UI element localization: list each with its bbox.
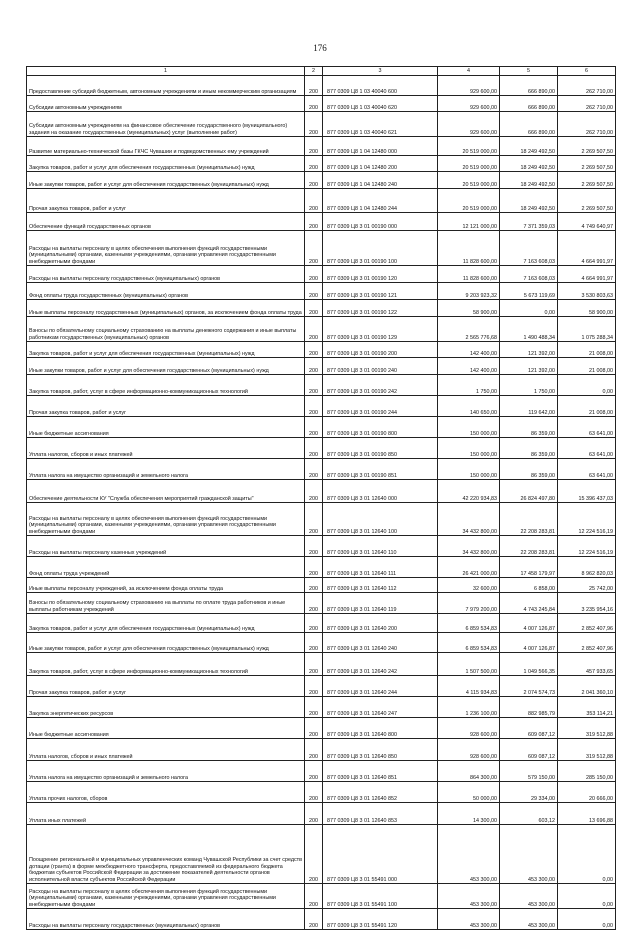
row-name-cell: Иные закупки товаров, работ и услуг для обеспечения государственных (муниципальных) нужд (27, 358, 305, 375)
row-code-cell: 200 (305, 342, 323, 358)
row-name-cell: Закупка товаров, работ и услуг для обеспечения государственных (муниципальных) нужд (27, 342, 305, 358)
budget-table-container (26, 66, 615, 930)
table-row (27, 697, 616, 718)
row-approved-cell: 453 300,00 (438, 884, 500, 909)
row-executed-cell: 18 249 492,50 (500, 137, 558, 156)
table-row (27, 189, 616, 213)
row-executed-cell: 1 490 488,34 (500, 317, 558, 342)
row-approved-cell: 142 400,00 (438, 358, 500, 375)
row-name-cell: Субсидии автономным учреждениям на финансовое обеспечение государственного (муниципального) задания на оказание государственных (муниципальных) услуг (выполнение работ) (27, 112, 305, 137)
row-remaining-cell: 457 933,65 (558, 653, 616, 676)
row-code-cell: 200 (305, 480, 323, 503)
row-kbk-cell: 877 0309 Ц8 3 01 12640 112 (323, 578, 438, 593)
row-executed-cell: 121 392,00 (500, 342, 558, 358)
row-approved-cell: 11 828 600,00 (438, 266, 500, 283)
row-code-cell: 200 (305, 137, 323, 156)
row-kbk-cell: 877 0309 Ц8 3 01 00190 122 (323, 300, 438, 317)
row-approved-cell: 864 300,00 (438, 761, 500, 782)
table-row (27, 266, 616, 283)
row-executed-cell: 609 087,12 (500, 739, 558, 761)
row-approved-cell: 928 600,00 (438, 739, 500, 761)
row-kbk-cell: 877 0309 Ц8 3 01 12640 800 (323, 718, 438, 739)
row-remaining-cell: 15 396 437,03 (558, 480, 616, 503)
row-kbk-cell: 877 0309 Ц8 3 01 12640 242 (323, 653, 438, 676)
row-name-cell: Уплата налогов, сборов и иных платежей (27, 438, 305, 459)
row-kbk-cell: 877 0309 Ц8 3 01 00190 121 (323, 283, 438, 300)
table-body (27, 76, 616, 930)
row-executed-cell: 453 300,00 (500, 909, 558, 930)
row-approved-cell: 453 300,00 (438, 825, 500, 884)
row-approved-cell: 150 000,00 (438, 438, 500, 459)
row-executed-cell: 7 371 359,03 (500, 213, 558, 231)
row-code-cell: 200 (305, 300, 323, 317)
row-remaining-cell: 3 235 954,16 (558, 593, 616, 614)
row-remaining-cell: 21 008,00 (558, 396, 616, 417)
row-remaining-cell: 8 962 820,03 (558, 557, 616, 578)
row-kbk-cell: 877 0309 Ц8 3 01 12640 119 (323, 593, 438, 614)
row-code-cell: 200 (305, 231, 323, 266)
row-remaining-cell: 12 224 516,19 (558, 536, 616, 557)
table-row (27, 593, 616, 614)
row-code-cell: 200 (305, 633, 323, 653)
row-code-cell: 200 (305, 283, 323, 300)
row-kbk-cell: 877 0309 Ц8 3 01 00190 200 (323, 342, 438, 358)
row-kbk-cell: 877 0309 Ц8 3 01 12640 100 (323, 503, 438, 536)
table-row (27, 536, 616, 557)
row-kbk-cell: 877 0309 Ц8 3 01 00190 800 (323, 417, 438, 438)
row-name-cell: Обеспечение деятельности КУ "Служба обеспечения мероприятий гражданской защиты" (27, 480, 305, 503)
row-remaining-cell: 262 710,00 (558, 76, 616, 96)
row-kbk-cell: 877 0309 Ц8 1 04 12480 244 (323, 189, 438, 213)
row-remaining-cell: 13 696,88 (558, 803, 616, 825)
table-row (27, 213, 616, 231)
row-remaining-cell: 0,00 (558, 825, 616, 884)
budget-table (26, 66, 616, 930)
table-row (27, 503, 616, 536)
row-name-cell: Фонд оплаты труда государственных (муниципальных) органов (27, 283, 305, 300)
row-code-cell: 200 (305, 396, 323, 417)
row-name-cell: Иные бюджетные ассигнования (27, 417, 305, 438)
row-name-cell: Расходы на выплаты персоналу в целях обеспечения выполнения функций государственными (муниципальными) органами, казенными учреждениями, органами управления государственными внебюджетными фондами (27, 503, 305, 536)
row-name-cell: Уплата прочих налогов, сборов (27, 782, 305, 803)
table-row (27, 438, 616, 459)
row-approved-cell: 2 565 776,68 (438, 317, 500, 342)
row-remaining-cell: 1 075 288,34 (558, 317, 616, 342)
row-executed-cell: 18 249 492,50 (500, 189, 558, 213)
row-remaining-cell: 2 852 407,96 (558, 633, 616, 653)
row-kbk-cell: 877 0309 Ц8 3 01 12640 200 (323, 614, 438, 633)
row-remaining-cell: 0,00 (558, 909, 616, 930)
row-approved-cell: 20 519 000,00 (438, 137, 500, 156)
row-name-cell: Иные закупки товаров, работ и услуг для обеспечения государственных (муниципальных) нужд (27, 633, 305, 653)
row-code-cell: 200 (305, 718, 323, 739)
row-executed-cell: 6 858,00 (500, 578, 558, 593)
row-executed-cell: 22 208 283,81 (500, 536, 558, 557)
row-code-cell: 200 (305, 189, 323, 213)
row-kbk-cell: 877 0309 Ц8 3 01 12640 244 (323, 676, 438, 697)
row-kbk-cell: 877 0309 Ц8 3 01 12640 851 (323, 761, 438, 782)
row-remaining-cell: 2 852 407,96 (558, 614, 616, 633)
row-name-cell: Расходы на выплаты персоналу государственных (муниципальных) органов (27, 909, 305, 930)
row-kbk-cell: 877 0309 Ц8 1 03 40040 621 (323, 112, 438, 137)
row-name-cell: Закупка энергетических ресурсов (27, 697, 305, 718)
row-name-cell: Расходы на выплаты персоналу казенных учреждений (27, 536, 305, 557)
row-kbk-cell: 877 0309 Ц8 3 01 12640 000 (323, 480, 438, 503)
row-name-cell: Развитие материально-технической базы ГКЧС Чувашии и подведомственных ему учреждений (27, 137, 305, 156)
table-row (27, 396, 616, 417)
row-code-cell: 200 (305, 503, 323, 536)
row-name-cell: Прочая закупка товаров, работ и услуг (27, 189, 305, 213)
row-kbk-cell: 877 0309 Ц8 1 04 12480 240 (323, 172, 438, 189)
row-remaining-cell: 319 512,88 (558, 739, 616, 761)
row-approved-cell: 20 519 000,00 (438, 172, 500, 189)
page-number: 176 (313, 43, 327, 53)
header-cell: 5 (500, 67, 558, 76)
row-name-cell: Уплата иных платежей (27, 803, 305, 825)
table-row (27, 718, 616, 739)
row-name-cell: Взносы по обязательному социальному страхованию на выплаты по оплате труда работников и иные выплаты работникам учреждений (27, 593, 305, 614)
row-kbk-cell: 877 0309 Ц8 3 01 12640 110 (323, 536, 438, 557)
row-code-cell: 200 (305, 156, 323, 172)
row-executed-cell: 26 824 497,80 (500, 480, 558, 503)
row-approved-cell: 9 203 923,32 (438, 283, 500, 300)
row-name-cell: Фонд оплаты труда учреждений (27, 557, 305, 578)
row-approved-cell: 150 000,00 (438, 417, 500, 438)
row-kbk-cell: 877 0309 Ц8 3 01 12640 853 (323, 803, 438, 825)
row-kbk-cell: 877 0309 Ц8 3 01 00190 244 (323, 396, 438, 417)
row-kbk-cell: 877 0309 Ц8 3 01 12640 247 (323, 697, 438, 718)
row-code-cell: 200 (305, 739, 323, 761)
row-remaining-cell: 4 749 640,97 (558, 213, 616, 231)
row-executed-cell: 4 007 126,87 (500, 633, 558, 653)
table-row (27, 358, 616, 375)
row-approved-cell: 20 519 000,00 (438, 156, 500, 172)
row-code-cell: 200 (305, 266, 323, 283)
row-code-cell: 200 (305, 76, 323, 96)
row-kbk-cell: 877 0309 Ц8 1 04 12480 000 (323, 137, 438, 156)
row-executed-cell: 609 087,12 (500, 718, 558, 739)
row-code-cell: 200 (305, 909, 323, 930)
row-name-cell: Обеспечение функций государственных органов (27, 213, 305, 231)
row-remaining-cell: 21 008,00 (558, 342, 616, 358)
table-row (27, 761, 616, 782)
table-row (27, 375, 616, 396)
row-approved-cell: 34 432 800,00 (438, 536, 500, 557)
header-cell: 1 (27, 67, 305, 76)
row-code-cell: 200 (305, 438, 323, 459)
row-name-cell: Поощрение региональной и муниципальных управленческих команд Чувашской Республики за счет средств дотации (гранта) в форме межбюджетного трансферта, предоставляемой из федерального бюджета бюджетам субъектов Российской Федерации за достижение показателей деятельности органов исполнительной власти субъектов Российской Федерации (27, 825, 305, 884)
row-executed-cell: 18 249 492,50 (500, 172, 558, 189)
row-executed-cell: 4 007 126,87 (500, 614, 558, 633)
row-remaining-cell: 0,00 (558, 884, 616, 909)
row-approved-cell: 7 979 200,00 (438, 593, 500, 614)
row-kbk-cell: 877 0309 Ц8 1 03 40040 620 (323, 96, 438, 112)
row-remaining-cell: 25 742,00 (558, 578, 616, 593)
row-executed-cell: 4 743 245,84 (500, 593, 558, 614)
row-approved-cell: 4 115 934,83 (438, 676, 500, 697)
row-name-cell: Уплата налога на имущество организаций и земельного налога (27, 459, 305, 480)
table-row (27, 557, 616, 578)
table-row (27, 459, 616, 480)
row-remaining-cell: 4 664 991,97 (558, 266, 616, 283)
row-approved-cell: 1 507 500,00 (438, 653, 500, 676)
row-approved-cell: 50 000,00 (438, 782, 500, 803)
table-row (27, 156, 616, 172)
row-name-cell: Взносы по обязательному социальному страхованию на выплаты денежного содержания и иные выплаты работникам государственных (муниципальных) органов (27, 317, 305, 342)
row-kbk-cell: 877 0309 Ц8 3 01 12640 111 (323, 557, 438, 578)
table-row (27, 231, 616, 266)
header-row (27, 67, 616, 76)
row-code-cell: 200 (305, 417, 323, 438)
row-executed-cell: 7 163 608,03 (500, 266, 558, 283)
row-remaining-cell: 58 900,00 (558, 300, 616, 317)
table-row (27, 480, 616, 503)
row-name-cell: Прочая закупка товаров, работ и услуг (27, 396, 305, 417)
row-approved-cell: 6 859 534,83 (438, 614, 500, 633)
row-name-cell: Уплата налогов, сборов и иных платежей (27, 739, 305, 761)
row-code-cell: 200 (305, 459, 323, 480)
row-executed-cell: 0,00 (500, 300, 558, 317)
row-name-cell: Иные бюджетные ассигнования (27, 718, 305, 739)
row-kbk-cell: 877 0309 Ц8 3 01 12640 240 (323, 633, 438, 653)
header-cell: 3 (323, 67, 438, 76)
row-kbk-cell: 877 0309 Ц8 3 01 12640 850 (323, 739, 438, 761)
row-executed-cell: 666 890,00 (500, 96, 558, 112)
row-approved-cell: 1 750,00 (438, 375, 500, 396)
row-name-cell: Иные закупки товаров, работ и услуг для обеспечения государственных (муниципальных) нужд (27, 172, 305, 189)
table-row (27, 172, 616, 189)
row-executed-cell: 1 750,00 (500, 375, 558, 396)
row-approved-cell: 58 900,00 (438, 300, 500, 317)
row-executed-cell: 579 150,00 (500, 761, 558, 782)
row-approved-cell: 140 650,00 (438, 396, 500, 417)
row-kbk-cell: 877 0309 Ц8 3 01 12640 852 (323, 782, 438, 803)
row-approved-cell: 34 432 800,00 (438, 503, 500, 536)
table-row (27, 96, 616, 112)
row-executed-cell: 453 300,00 (500, 884, 558, 909)
row-name-cell: Закупка товаров, работ, услуг в сфере информационно-коммуникационных технологий (27, 653, 305, 676)
table-row (27, 614, 616, 633)
table-row (27, 112, 616, 137)
row-approved-cell: 14 300,00 (438, 803, 500, 825)
row-executed-cell: 666 890,00 (500, 76, 558, 96)
row-remaining-cell: 285 150,00 (558, 761, 616, 782)
row-code-cell: 200 (305, 761, 323, 782)
row-kbk-cell: 877 0309 Ц8 3 01 00190 851 (323, 459, 438, 480)
row-executed-cell: 119 642,00 (500, 396, 558, 417)
row-name-cell: Прочая закупка товаров, работ и услуг (27, 676, 305, 697)
row-remaining-cell: 0,00 (558, 375, 616, 396)
table-row (27, 676, 616, 697)
row-approved-cell: 42 220 934,83 (438, 480, 500, 503)
row-executed-cell: 121 392,00 (500, 358, 558, 375)
row-executed-cell: 86 359,00 (500, 438, 558, 459)
row-remaining-cell: 20 666,00 (558, 782, 616, 803)
row-remaining-cell: 12 224 516,19 (558, 503, 616, 536)
row-executed-cell: 1 049 566,35 (500, 653, 558, 676)
table-row (27, 417, 616, 438)
table-row (27, 739, 616, 761)
row-kbk-cell: 877 0309 Ц8 3 01 55491 120 (323, 909, 438, 930)
row-approved-cell: 11 828 600,00 (438, 231, 500, 266)
row-remaining-cell: 2 041 360,10 (558, 676, 616, 697)
row-approved-cell: 20 519 000,00 (438, 189, 500, 213)
table-row (27, 909, 616, 930)
table-row (27, 317, 616, 342)
row-code-cell: 200 (305, 96, 323, 112)
row-remaining-cell: 262 710,00 (558, 112, 616, 137)
row-remaining-cell: 3 530 803,63 (558, 283, 616, 300)
header-cell: 6 (558, 67, 616, 76)
row-code-cell: 200 (305, 653, 323, 676)
table-row (27, 137, 616, 156)
row-code-cell: 200 (305, 375, 323, 396)
row-executed-cell: 2 074 574,73 (500, 676, 558, 697)
row-executed-cell: 86 359,00 (500, 459, 558, 480)
row-code-cell: 200 (305, 782, 323, 803)
row-remaining-cell: 63 641,00 (558, 459, 616, 480)
row-name-cell: Закупка товаров, работ и услуг для обеспечения государственных (муниципальных) нужд (27, 156, 305, 172)
row-code-cell: 200 (305, 172, 323, 189)
row-code-cell: 200 (305, 358, 323, 375)
row-approved-cell: 12 121 000,00 (438, 213, 500, 231)
row-executed-cell: 882 985,79 (500, 697, 558, 718)
row-name-cell: Предоставление субсидий бюджетным, автономным учреждениям и иным некоммерческим организациям (27, 76, 305, 96)
row-executed-cell: 453 300,00 (500, 825, 558, 884)
row-kbk-cell: 877 0309 Ц8 3 01 55491 100 (323, 884, 438, 909)
row-remaining-cell: 319 512,88 (558, 718, 616, 739)
row-name-cell: Закупка товаров, работ и услуг для обеспечения государственных (муниципальных) нужд (27, 614, 305, 633)
row-approved-cell: 929 600,00 (438, 112, 500, 137)
table-row (27, 825, 616, 884)
row-code-cell: 200 (305, 825, 323, 884)
row-executed-cell: 86 359,00 (500, 417, 558, 438)
row-approved-cell: 929 600,00 (438, 96, 500, 112)
row-kbk-cell: 877 0309 Ц8 3 01 00190 100 (323, 231, 438, 266)
row-kbk-cell: 877 0309 Ц8 3 01 00190 240 (323, 358, 438, 375)
row-remaining-cell: 2 269 507,50 (558, 156, 616, 172)
row-name-cell: Иные выплаты персоналу государственных (муниципальных) органов, за исключением фонда оплаты труда (27, 300, 305, 317)
row-code-cell: 200 (305, 213, 323, 231)
row-remaining-cell: 63 641,00 (558, 438, 616, 459)
row-name-cell: Расходы на выплаты персоналу в целях обеспечения выполнения функций государственными (муниципальными) органами, казенными учреждениями, органами управления государственными внебюджетными фондами (27, 231, 305, 266)
row-remaining-cell: 4 664 991,97 (558, 231, 616, 266)
row-executed-cell: 666 890,00 (500, 112, 558, 137)
table-row (27, 653, 616, 676)
row-approved-cell: 26 421 000,00 (438, 557, 500, 578)
row-approved-cell: 142 400,00 (438, 342, 500, 358)
row-kbk-cell: 877 0309 Ц8 3 01 00190 242 (323, 375, 438, 396)
row-approved-cell: 6 859 534,83 (438, 633, 500, 653)
row-name-cell: Расходы на выплаты персоналу в целях обеспечения выполнения функций государственными (муниципальными) органами, казенными учреждениями, органами управления государственными внебюджетными фондами (27, 884, 305, 909)
header-cell: 4 (438, 67, 500, 76)
table-row (27, 300, 616, 317)
row-code-cell: 200 (305, 593, 323, 614)
row-name-cell: Расходы на выплаты персоналу государственных (муниципальных) органов (27, 266, 305, 283)
table-row (27, 76, 616, 96)
row-kbk-cell: 877 0309 Ц8 1 03 40040 600 (323, 76, 438, 96)
row-kbk-cell: 877 0309 Ц8 3 01 00190 000 (323, 213, 438, 231)
row-kbk-cell: 877 0309 Ц8 3 01 00190 129 (323, 317, 438, 342)
row-kbk-cell: 877 0309 Ц8 3 01 00190 120 (323, 266, 438, 283)
row-remaining-cell: 63 641,00 (558, 417, 616, 438)
row-code-cell: 200 (305, 803, 323, 825)
row-executed-cell: 5 673 119,69 (500, 283, 558, 300)
row-code-cell: 200 (305, 578, 323, 593)
row-kbk-cell: 877 0309 Ц8 1 04 12480 200 (323, 156, 438, 172)
row-approved-cell: 150 000,00 (438, 459, 500, 480)
header-cell: 2 (305, 67, 323, 76)
row-code-cell: 200 (305, 697, 323, 718)
table-row (27, 803, 616, 825)
row-name-cell: Субсидии автономным учреждениям (27, 96, 305, 112)
row-name-cell: Уплата налога на имущество организаций и земельного налога (27, 761, 305, 782)
row-executed-cell: 29 334,00 (500, 782, 558, 803)
row-remaining-cell: 21 008,00 (558, 358, 616, 375)
row-executed-cell: 603,12 (500, 803, 558, 825)
row-remaining-cell: 262 710,00 (558, 96, 616, 112)
row-kbk-cell: 877 0309 Ц8 3 01 55491 000 (323, 825, 438, 884)
row-executed-cell: 17 458 179,97 (500, 557, 558, 578)
row-code-cell: 200 (305, 317, 323, 342)
row-remaining-cell: 2 269 507,50 (558, 172, 616, 189)
table-row (27, 782, 616, 803)
row-executed-cell: 18 249 492,50 (500, 156, 558, 172)
row-approved-cell: 453 300,00 (438, 909, 500, 930)
row-approved-cell: 928 600,00 (438, 718, 500, 739)
row-executed-cell: 7 163 608,03 (500, 231, 558, 266)
row-approved-cell: 1 236 100,00 (438, 697, 500, 718)
row-code-cell: 200 (305, 614, 323, 633)
row-approved-cell: 32 600,00 (438, 578, 500, 593)
row-code-cell: 200 (305, 676, 323, 697)
row-remaining-cell: 2 269 507,50 (558, 189, 616, 213)
row-code-cell: 200 (305, 884, 323, 909)
row-approved-cell: 929 600,00 (438, 76, 500, 96)
table-row (27, 578, 616, 593)
row-remaining-cell: 2 269 507,50 (558, 137, 616, 156)
row-code-cell: 200 (305, 536, 323, 557)
table-row (27, 633, 616, 653)
table-row (27, 342, 616, 358)
row-executed-cell: 22 208 283,81 (500, 503, 558, 536)
row-code-cell: 200 (305, 112, 323, 137)
row-name-cell: Закупка товаров, работ, услуг в сфере информационно-коммуникационных технологий (27, 375, 305, 396)
row-kbk-cell: 877 0309 Ц8 3 01 00190 850 (323, 438, 438, 459)
row-code-cell: 200 (305, 557, 323, 578)
row-name-cell: Иные выплаты персоналу учреждений, за исключением фонда оплаты труда (27, 578, 305, 593)
table-row (27, 283, 616, 300)
row-remaining-cell: 353 114,21 (558, 697, 616, 718)
